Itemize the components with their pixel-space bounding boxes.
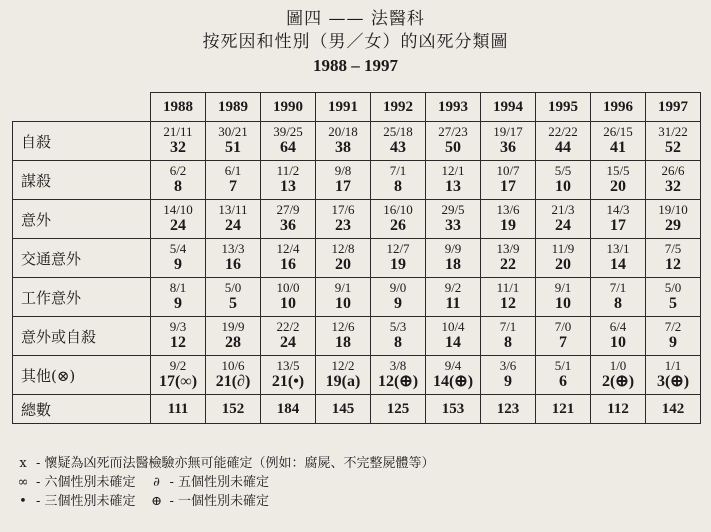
data-cell	[426, 239, 481, 278]
male-female-count: 7/2	[664, 319, 682, 334]
data-cell	[426, 122, 481, 161]
data-cell	[481, 317, 536, 356]
data-cell	[646, 317, 701, 356]
male-female-count: 10/4	[441, 319, 465, 334]
data-cell	[316, 317, 371, 356]
data-cell	[371, 239, 426, 278]
data-cell	[536, 278, 591, 317]
data-cell	[261, 317, 316, 356]
data-cell	[261, 122, 316, 161]
data-cell	[426, 161, 481, 200]
cell-total: 17	[335, 178, 351, 195]
data-cell	[206, 317, 261, 356]
data-cell	[206, 161, 261, 200]
data-cell	[481, 278, 536, 317]
cell-total: 64	[280, 139, 296, 156]
year-header: 1989	[206, 93, 261, 122]
table-row	[13, 200, 701, 239]
male-female-count: 7/5	[664, 241, 682, 256]
cell-total: 21(∂)	[215, 373, 251, 390]
male-female-count: 17/6	[331, 202, 355, 217]
cell-total: 8	[504, 334, 512, 351]
data-cell	[371, 356, 426, 395]
data-cell	[481, 200, 536, 239]
cell-total: 28	[225, 334, 241, 351]
category-label: 其他(⊗)	[13, 356, 151, 395]
footnote-text: - 五個性別未確定	[169, 475, 270, 490]
year-header: 1997	[646, 93, 701, 122]
male-female-count: 9/2	[169, 358, 187, 373]
male-female-count: 16/10	[383, 202, 413, 217]
footnote-symbol: x	[19, 456, 27, 471]
data-cell	[261, 161, 316, 200]
cell-total: 9	[174, 295, 182, 312]
footnote-symbol: ∂	[153, 475, 160, 490]
data-cell	[426, 317, 481, 356]
data-cell	[646, 122, 701, 161]
footnote-text: - 一個性別未確定	[169, 494, 270, 509]
data-cell	[316, 200, 371, 239]
data-cell	[591, 317, 646, 356]
cell-total: 32	[170, 139, 186, 156]
cell-total: 14	[610, 256, 626, 273]
cell-total: 10	[280, 295, 296, 312]
male-female-count: 21/3	[551, 202, 575, 217]
category-label: 謀殺	[13, 161, 151, 200]
male-female-count: 13/3	[221, 241, 245, 256]
cell-total: 8	[394, 178, 402, 195]
cell-total: 32	[665, 178, 681, 195]
table-row	[13, 278, 701, 317]
male-female-count: 9/1	[554, 280, 572, 295]
cell-total: 16	[280, 256, 296, 273]
male-female-count: 22/2	[276, 319, 300, 334]
data-cell	[371, 200, 426, 239]
cell-total: 52	[665, 139, 681, 156]
male-female-count: 8/1	[169, 280, 187, 295]
male-female-count: 11/9	[551, 241, 575, 256]
male-female-count: 27/23	[438, 124, 468, 139]
male-female-count: 9/8	[334, 163, 352, 178]
male-female-count: 7/1	[389, 163, 407, 178]
cell-total: 8	[394, 334, 402, 351]
cell-total: 13	[445, 178, 461, 195]
male-female-count: 29/5	[441, 202, 465, 217]
male-female-count: 13/6	[496, 202, 520, 217]
cell-total: 3(⊕)	[656, 373, 690, 390]
data-cell	[536, 200, 591, 239]
cell-total: 2(⊕)	[601, 373, 635, 390]
cell-total: 11	[445, 295, 461, 312]
data-cell	[151, 278, 206, 317]
cell-total: 8	[614, 295, 622, 312]
table-row	[13, 239, 701, 278]
cell-total: 5	[669, 295, 677, 312]
male-female-count: 22/22	[548, 124, 578, 139]
male-female-count: 14/3	[606, 202, 630, 217]
grand-total-value: 123	[481, 395, 536, 424]
male-female-count: 9/2	[444, 280, 462, 295]
cell-total: 7	[229, 178, 237, 195]
footnote-text: - 三個性別未確定	[36, 494, 136, 509]
figure-title: 圖四 —— 法醫科	[286, 9, 425, 29]
footnote-line	[16, 492, 435, 511]
male-female-count: 12/7	[386, 241, 410, 256]
grand-total-label: 總數	[13, 395, 151, 424]
figure-subtitle: 按死因和性別（男／女）的凶死分類圖	[202, 32, 509, 52]
male-female-count: 15/5	[606, 163, 630, 178]
data-cell	[316, 122, 371, 161]
data-cell	[591, 239, 646, 278]
male-female-count: 5/5	[554, 163, 572, 178]
male-female-count: 14/10	[163, 202, 193, 217]
data-cell	[481, 239, 536, 278]
cell-total: 50	[445, 139, 461, 156]
cell-total: 18	[445, 256, 461, 273]
data-cell	[371, 161, 426, 200]
cell-total: 9	[669, 334, 677, 351]
cell-total: 38	[335, 139, 351, 156]
year-header: 1992	[371, 93, 426, 122]
year-header: 1991	[316, 93, 371, 122]
male-female-count: 10/6	[221, 358, 245, 373]
table-row	[13, 161, 701, 200]
cell-total: 33	[445, 217, 461, 234]
document-title	[0, 8, 711, 78]
cell-total: 16	[225, 256, 241, 273]
data-cell	[316, 278, 371, 317]
male-female-count: 9/0	[389, 280, 407, 295]
footnote-line	[16, 473, 435, 492]
data-cell	[591, 161, 646, 200]
male-female-count: 12/8	[331, 241, 355, 256]
data-cell	[481, 356, 536, 395]
male-female-count: 7/0	[554, 319, 572, 334]
male-female-count: 9/1	[334, 280, 352, 295]
data-cell	[261, 239, 316, 278]
male-female-count: 13/9	[496, 241, 520, 256]
data-cell	[426, 356, 481, 395]
footnote-text: - 懷疑為凶死而法醫檢驗亦無可能確定（例如：腐屍、不完整屍體等）	[36, 456, 435, 471]
footnote-symbol: •	[19, 494, 27, 509]
male-female-count: 19/9	[221, 319, 245, 334]
cell-total: 19(a)	[325, 373, 361, 390]
cell-total: 12	[665, 256, 681, 273]
male-female-count: 21/11	[163, 124, 193, 139]
male-female-count: 11/1	[496, 280, 520, 295]
data-cell	[481, 161, 536, 200]
male-female-count: 9/4	[444, 358, 462, 373]
male-female-count: 6/4	[609, 319, 627, 334]
data-cell	[261, 200, 316, 239]
data-cell	[316, 239, 371, 278]
table-body	[13, 122, 701, 424]
cell-total: 20	[335, 256, 351, 273]
data-cell	[591, 278, 646, 317]
data-cell	[371, 278, 426, 317]
cell-total: 9	[504, 373, 512, 390]
cell-total: 43	[390, 139, 406, 156]
data-cell	[536, 122, 591, 161]
cell-total: 14	[445, 334, 461, 351]
male-female-count: 30/21	[218, 124, 248, 139]
male-female-count: 12/1	[441, 163, 465, 178]
year-header: 1994	[481, 93, 536, 122]
data-cell	[151, 239, 206, 278]
cell-total: 6	[559, 373, 567, 390]
cell-total: 19	[500, 217, 516, 234]
data-cell	[261, 278, 316, 317]
data-cell	[261, 356, 316, 395]
male-female-count: 5/1	[554, 358, 572, 373]
data-cell	[151, 122, 206, 161]
male-female-count: 9/3	[169, 319, 187, 334]
category-label: 交通意外	[13, 239, 151, 278]
cell-total: 24	[555, 217, 571, 234]
cell-total: 17(∞)	[158, 373, 198, 390]
male-female-count: 6/1	[224, 163, 242, 178]
data-cell	[151, 356, 206, 395]
data-cell	[371, 122, 426, 161]
data-cell	[536, 317, 591, 356]
footnotes	[16, 454, 435, 511]
cell-total: 22	[500, 256, 516, 273]
male-female-count: 12/6	[331, 319, 355, 334]
category-label: 工作意外	[13, 278, 151, 317]
data-cell	[646, 356, 701, 395]
data-cell	[151, 317, 206, 356]
data-cell	[151, 161, 206, 200]
year-header: 1988	[151, 93, 206, 122]
footnote-symbol: ⊕	[151, 494, 162, 509]
year-header: 1990	[261, 93, 316, 122]
cell-total: 36	[280, 217, 296, 234]
data-cell	[536, 356, 591, 395]
male-female-count: 10/0	[276, 280, 300, 295]
cell-total: 13	[280, 178, 296, 195]
year-header: 1993	[426, 93, 481, 122]
data-cell	[206, 356, 261, 395]
cell-total: 24	[280, 334, 296, 351]
cell-total: 36	[500, 139, 516, 156]
grand-total-value: 121	[536, 395, 591, 424]
data-cell	[536, 161, 591, 200]
cell-total: 17	[500, 178, 516, 195]
cell-total: 20	[555, 256, 571, 273]
male-female-count: 13/11	[218, 202, 248, 217]
footnote-pair	[16, 473, 136, 492]
male-female-count: 5/0	[224, 280, 242, 295]
male-female-count: 12/2	[331, 358, 355, 373]
grand-total-row	[13, 395, 701, 424]
data-cell	[536, 239, 591, 278]
footnote-pair	[150, 473, 270, 492]
data-cell	[371, 317, 426, 356]
cell-total: 26	[390, 217, 406, 234]
male-female-count: 3/6	[499, 358, 517, 373]
footnote-pair	[150, 492, 270, 511]
death-statistics-table	[12, 92, 701, 424]
male-female-count: 5/3	[389, 319, 407, 334]
male-female-count: 27/9	[276, 202, 300, 217]
cell-total: 12(⊕)	[377, 373, 419, 390]
year-header: 1995	[536, 93, 591, 122]
cell-total: 20	[610, 178, 626, 195]
cell-total: 12	[170, 334, 186, 351]
grand-total-value: 152	[206, 395, 261, 424]
male-female-count: 7/1	[499, 319, 517, 334]
footnote-text: - 六個性別未確定	[36, 475, 136, 490]
male-female-count: 13/1	[606, 241, 630, 256]
data-cell	[206, 278, 261, 317]
male-female-count: 20/18	[328, 124, 358, 139]
cell-total: 10	[335, 295, 351, 312]
male-female-count: 6/2	[169, 163, 187, 178]
cell-total: 9	[394, 295, 402, 312]
cell-total: 17	[610, 217, 626, 234]
grand-total-value: 153	[426, 395, 481, 424]
data-cell	[646, 161, 701, 200]
grand-total-value: 145	[316, 395, 371, 424]
cell-total: 51	[225, 139, 241, 156]
cell-total: 8	[174, 178, 182, 195]
male-female-count: 39/25	[273, 124, 303, 139]
cell-total: 18	[335, 334, 351, 351]
data-cell	[426, 200, 481, 239]
data-cell	[646, 200, 701, 239]
male-female-count: 25/18	[383, 124, 413, 139]
category-label: 意外或自殺	[13, 317, 151, 356]
data-cell	[646, 239, 701, 278]
cell-total: 14(⊕)	[432, 373, 474, 390]
male-female-count: 12/4	[276, 241, 300, 256]
figure-year-range: 1988 – 1997	[313, 56, 398, 75]
data-cell	[426, 278, 481, 317]
year-header-row	[13, 93, 701, 122]
cell-total: 29	[665, 217, 681, 234]
grand-total-value: 142	[646, 395, 701, 424]
cell-total: 7	[559, 334, 567, 351]
male-female-count: 1/0	[609, 358, 627, 373]
cell-total: 23	[335, 217, 351, 234]
footnote-pair	[16, 492, 136, 511]
cell-total: 5	[229, 295, 237, 312]
cell-total: 44	[555, 139, 571, 156]
data-cell	[206, 200, 261, 239]
cell-total: 24	[225, 217, 241, 234]
cell-total: 12	[500, 295, 516, 312]
male-female-count: 7/1	[609, 280, 627, 295]
category-label: 自殺	[13, 122, 151, 161]
male-female-count: 1/1	[664, 358, 682, 373]
footnote-symbol: ∞	[17, 475, 29, 490]
male-female-count: 13/5	[276, 358, 300, 373]
cell-total: 9	[174, 256, 182, 273]
cell-total: 41	[610, 139, 626, 156]
data-cell	[591, 122, 646, 161]
data-cell	[591, 356, 646, 395]
data-cell	[481, 122, 536, 161]
table-row	[13, 356, 701, 395]
cell-total: 19	[390, 256, 406, 273]
data-cell	[206, 239, 261, 278]
data-cell	[151, 200, 206, 239]
male-female-count: 19/17	[493, 124, 523, 139]
grand-total-value: 111	[151, 395, 206, 424]
male-female-count: 26/15	[603, 124, 633, 139]
grand-total-value: 125	[371, 395, 426, 424]
male-female-count: 5/0	[664, 280, 682, 295]
grand-total-value: 112	[591, 395, 646, 424]
table-row	[13, 122, 701, 161]
category-label: 意外	[13, 200, 151, 239]
cell-total: 10	[555, 178, 571, 195]
table-row	[13, 317, 701, 356]
cell-total: 21(•)	[271, 373, 305, 390]
male-female-count: 5/4	[169, 241, 187, 256]
footnote-line	[16, 454, 435, 473]
data-cell	[646, 278, 701, 317]
data-cell	[206, 122, 261, 161]
male-female-count: 19/10	[658, 202, 688, 217]
male-female-count: 9/9	[444, 241, 462, 256]
male-female-count: 11/2	[276, 163, 300, 178]
grand-total-value: 184	[261, 395, 316, 424]
data-cell	[316, 356, 371, 395]
male-female-count: 31/22	[658, 124, 688, 139]
male-female-count: 3/8	[389, 358, 407, 373]
data-cell	[316, 161, 371, 200]
table-corner	[13, 93, 151, 122]
year-header: 1996	[591, 93, 646, 122]
male-female-count: 26/6	[661, 163, 685, 178]
data-cell	[591, 200, 646, 239]
cell-total: 10	[610, 334, 626, 351]
male-female-count: 10/7	[496, 163, 520, 178]
cell-total: 24	[170, 217, 186, 234]
cell-total: 10	[555, 295, 571, 312]
